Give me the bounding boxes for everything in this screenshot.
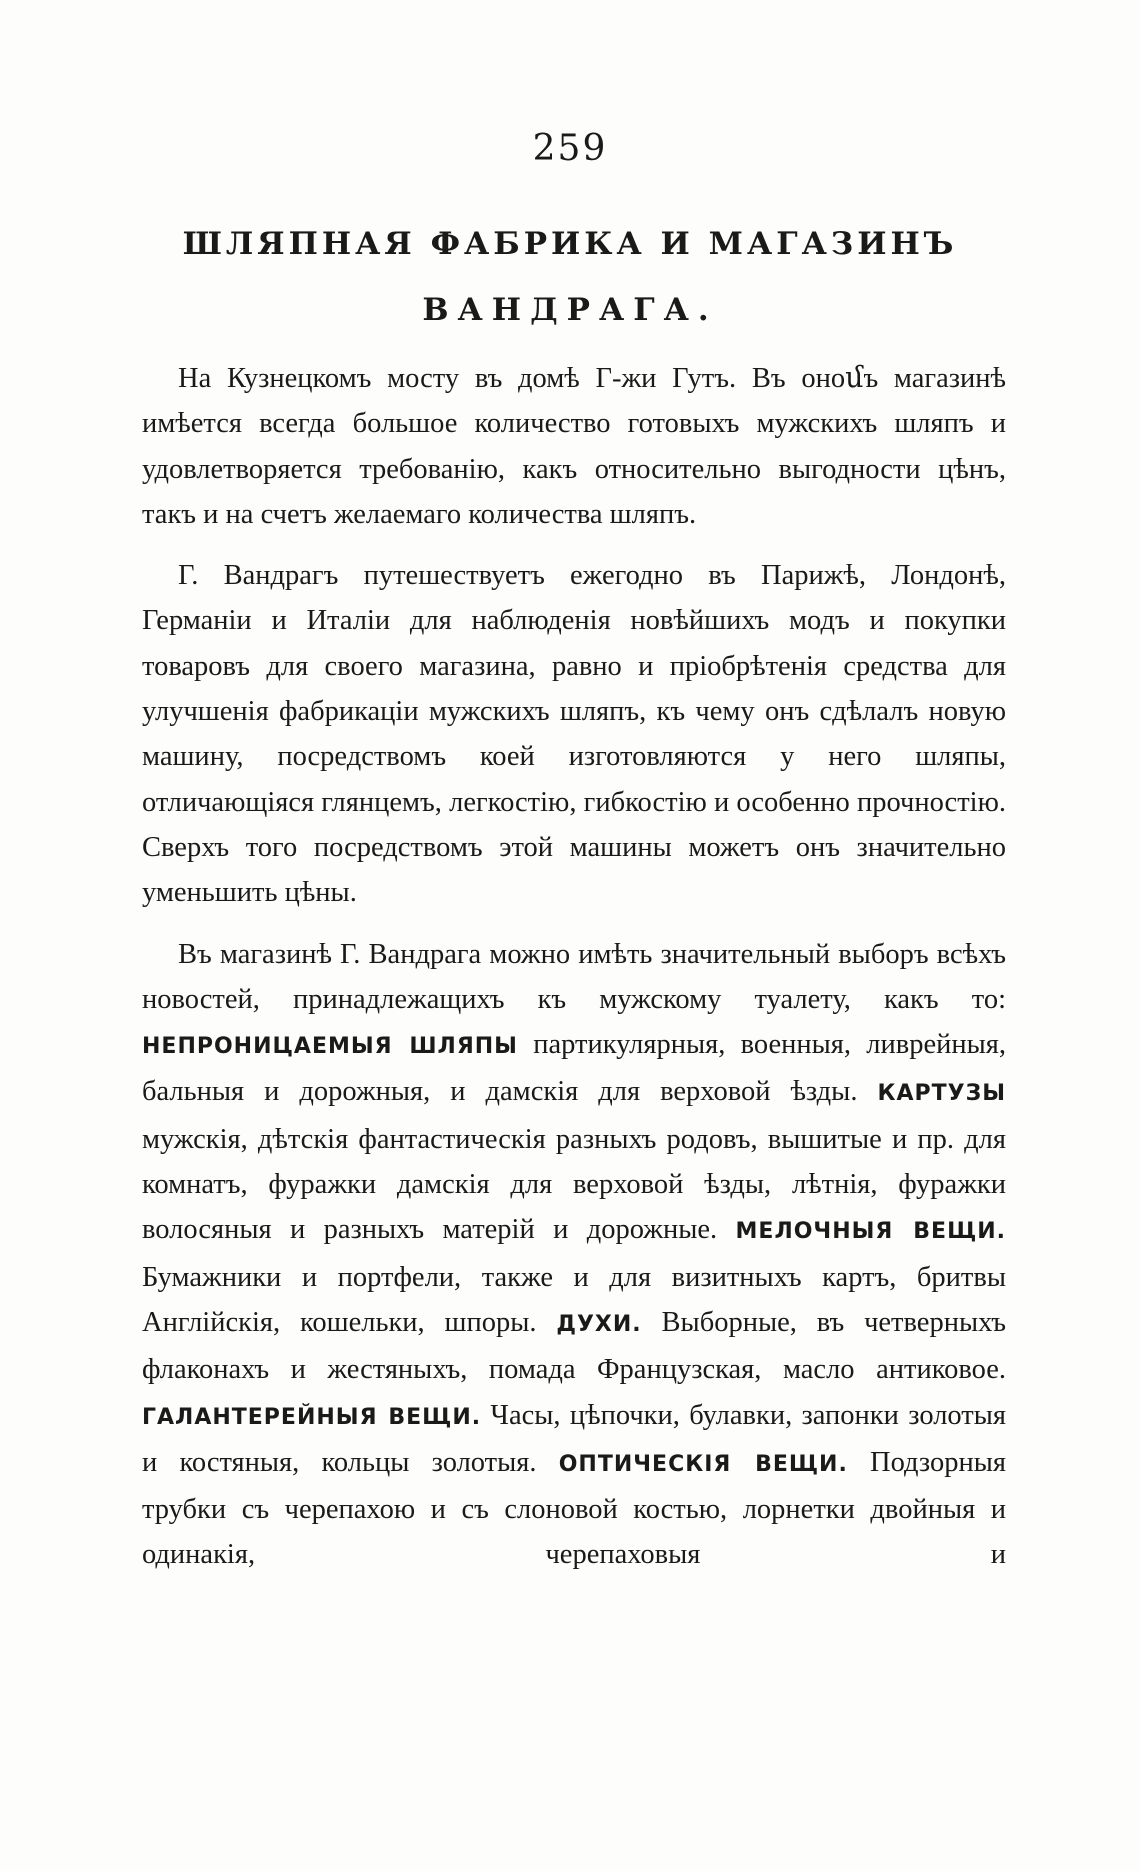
text-segment: Бумажники и портфели, также и для визитныхъ картъ, бритвы Англійскія, кошельки, шпоры. [142,1261,1006,1338]
text-segment: мужскія, дѣтскія фантастическія разныхъ родовъ, вышитые и пр. для комнатъ, фуражки дамскія для верховой ѣзды, лѣтнія, фуражки волосяныя и разныхъ матерій и дорожные. [142,1123,1006,1246]
text-segment: партикулярныя, военныя, ливрейныя, бальныя и дорожныя, и дамскія для верховой ѣзды. [142,1029,1006,1108]
text-segment: Выборные, въ четверныхъ флаконахъ и жестяныхъ, помада Французская, масло антиковое. [142,1306,1007,1386]
paragraph-1: На Кузнецкомъ мосту въ домѣ Г-жи Гутъ. Въ оноմъ магазинѣ имѣется всегда большое количество готовыхъ мужскихъ шляпъ и удовлетворяется требованію, какъ относительно выгодности цѣнъ, такъ и на счетъ желаемаго количества шляпъ. [142,363,1006,530]
emphasis-heading: НЕПРОНИЦАЕМЫЯ ШЛЯПЫ [142,1034,518,1060]
page-title-continued: ВАНДРАГА. [422,292,718,328]
paragraph-3 [142,932,1006,1578]
emphasis-heading: ОПТИЧЕСКІЯ ВЕЩИ. [558,1451,848,1477]
text-segment: Подзорныя трубки съ черепахою и съ слоновой костью, лорнетки двойныя и одинакія, черепаховыя и [142,1446,1006,1571]
page-title: ШЛЯПНАЯ ФАБРИКА И МАГАЗИНЪ [182,226,958,262]
text-segment: Часы, цѣпочки, булавки, запонки золотыя и костяныя, кольцы золотыя. [142,1399,1007,1478]
emphasis-heading: КАРТУЗЫ [877,1081,1006,1107]
emphasis-heading: ДУХИ. [556,1311,642,1337]
emphasis-heading: ГАЛАНТЕРЕЙНЫЯ ВЕЩИ. [142,1404,482,1430]
text-segment: Въ магазинѣ Г. Вандрага можно имѣть значительный выборъ всѣхъ новостей, принадлежащихъ къ мужскому туалету, какъ то: [142,938,1006,1015]
paragraph-2: Г. Вандрагъ путешествуетъ ежегодно въ Парижѣ, Лондонѣ, Германіи и Италіи для наблюденія новѣйшихъ модъ и покупки товаровъ для своего магазина, равно и пріобрѣтенія средства для улучшенія фабрикаціи мужскихъ шляпъ, къ чему онъ сдѣлалъ новую машину, посредствомъ коей изготовляются у него шляпы, отличающіяся глянцемъ, легкостію, гибкостію и особенно прочностію. Сверхъ того посредствомъ этой машины можетъ онъ значительно уменьшить цѣны. [142,560,1006,909]
emphasis-heading: МЕЛОЧНЫЯ ВЕЩИ. [735,1219,1006,1245]
body-text [142,356,1006,1594]
page-number: 259 [532,128,608,169]
